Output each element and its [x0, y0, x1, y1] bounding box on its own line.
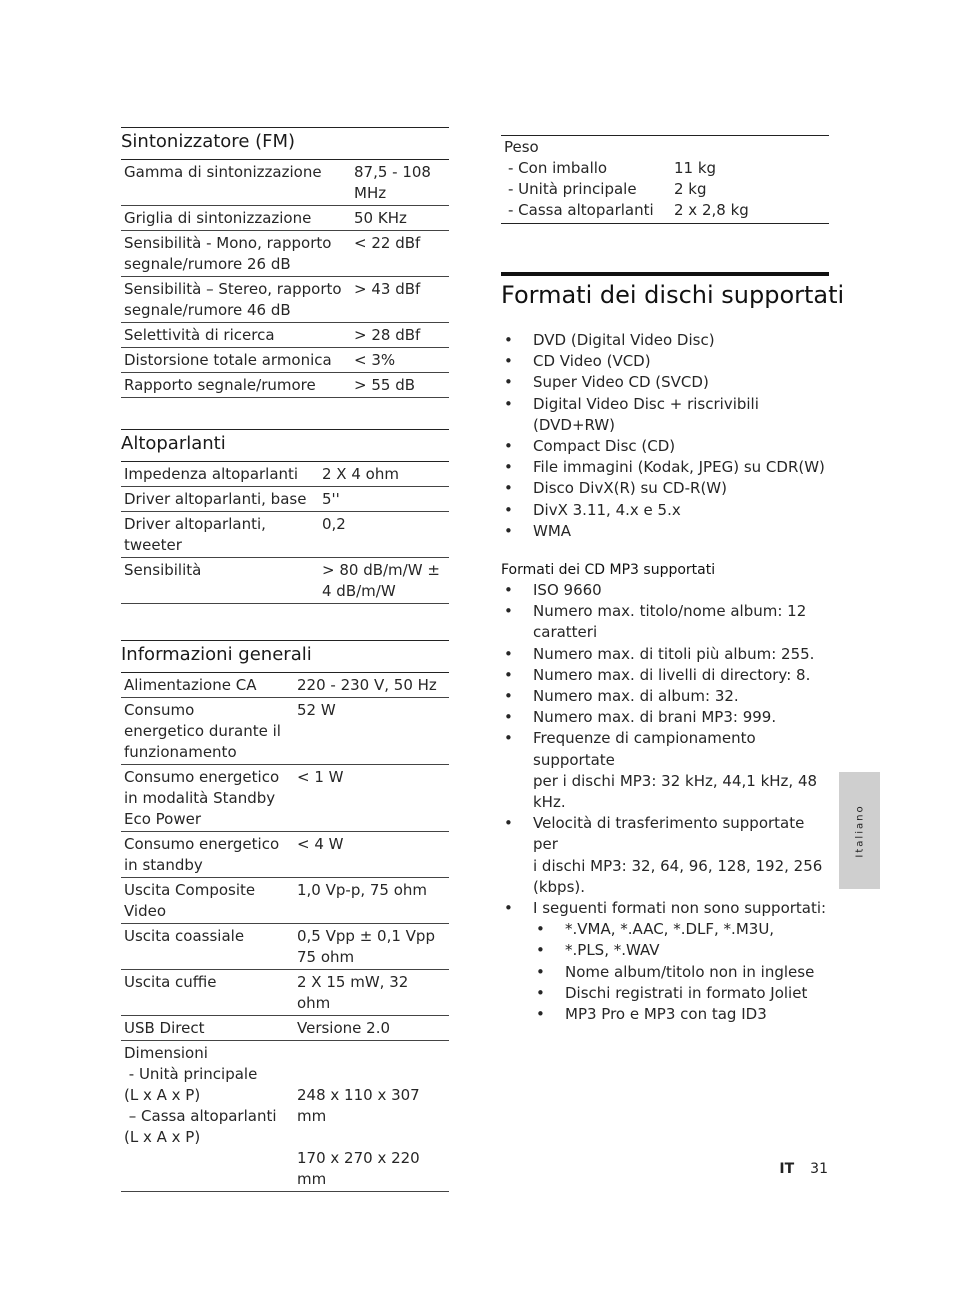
bullet-icon: •	[504, 437, 513, 456]
spec-label	[121, 206, 351, 231]
spec-row	[121, 558, 449, 604]
spec-row	[121, 512, 449, 558]
spec-label-line: Dimensioni	[124, 1044, 208, 1062]
weight-title: Peso	[504, 138, 539, 156]
spec-row	[121, 462, 449, 487]
spec-label-line: in standby	[124, 856, 203, 874]
spec-value-line: 4 dB/m/W	[322, 582, 396, 600]
spec-value	[351, 231, 449, 277]
weight-label: - Con imballo	[508, 159, 608, 177]
spec-label	[121, 832, 294, 878]
spec-value-line: 0,5 Vpp ± 0,1 Vpp	[297, 927, 435, 945]
list-item	[501, 665, 831, 686]
list-item	[501, 707, 831, 728]
list-item-text: caratteri	[533, 623, 598, 642]
general-section	[121, 640, 449, 1192]
spec-label	[121, 698, 294, 765]
list-item	[501, 436, 831, 457]
spec-label-line: Uscita Composite	[124, 881, 256, 899]
spec-value	[351, 323, 449, 348]
list-item	[501, 394, 831, 436]
weight-label: - Unità principale	[508, 180, 637, 198]
spec-label	[121, 231, 351, 277]
spec-value	[351, 277, 449, 323]
list-item	[501, 372, 831, 393]
bullet-icon: •	[504, 581, 513, 599]
spec-label-line: Uscita coassiale	[124, 927, 245, 945]
spec-row	[121, 487, 449, 512]
tuner-section	[121, 127, 449, 398]
spec-label-line: Eco Power	[124, 810, 202, 828]
spec-row	[121, 348, 449, 373]
spec-value-line: MHz	[354, 184, 387, 202]
speakers-section	[121, 429, 449, 604]
bullet-icon: •	[536, 962, 545, 981]
spec-label-line: Impedenza altoparlanti	[124, 465, 299, 483]
spec-label	[121, 512, 319, 558]
side-tab-label: Italiano	[854, 803, 865, 858]
speakers-title: Altoparlanti	[121, 429, 449, 462]
weight-value: 2 kg	[674, 180, 707, 198]
list-item-text: ISO 9660	[533, 581, 602, 599]
bullet-icon: •	[504, 352, 513, 371]
list-item	[533, 919, 831, 940]
spec-value-line: < 22 dBf	[354, 234, 421, 252]
weight-row	[504, 200, 826, 221]
bullet-icon: •	[536, 941, 545, 960]
spec-value	[294, 673, 449, 698]
spec-label	[121, 970, 294, 1016]
mp3-formats-heading: Formati dei CD MP3 supportati	[501, 562, 716, 578]
list-item-text: Digital Video Disc + riscrivibili	[533, 394, 759, 413]
spec-label-line: Sensibilità – Stereo, rapporto	[124, 280, 342, 298]
spec-row	[121, 765, 449, 832]
spec-value-line	[297, 1043, 446, 1064]
spec-label-line: Video	[124, 902, 167, 920]
list-item-text: *.PLS, *.WAV	[565, 941, 660, 960]
list-item	[501, 457, 831, 478]
bullet-icon: •	[504, 899, 513, 918]
list-item	[501, 330, 831, 351]
bullet-icon: •	[536, 983, 545, 1002]
bullet-icon: •	[504, 708, 513, 727]
list-item-text: Numero max. di brani MP3: 999.	[533, 708, 777, 727]
spec-value	[294, 924, 449, 970]
spec-label	[121, 765, 294, 832]
spec-value	[294, 1041, 449, 1192]
list-item-text: Numero max. di titoli più album: 255.	[533, 644, 815, 663]
spec-label-line: energetico durante il	[124, 722, 281, 740]
tuner-spec-table	[121, 160, 449, 398]
spec-label-line: Alimentazione CA	[124, 676, 257, 694]
list-item	[501, 686, 831, 707]
list-item	[501, 580, 831, 601]
list-item-text: Compact Disc (CD)	[533, 437, 676, 456]
spec-value	[319, 558, 449, 604]
list-item-text: i dischi MP3: 32, 64, 96, 128, 192, 256	[533, 856, 823, 875]
list-item	[533, 1004, 831, 1025]
list-item	[501, 601, 831, 643]
bullet-icon: •	[504, 665, 513, 684]
weight-spec-box	[501, 135, 829, 224]
spec-label	[121, 373, 351, 398]
disc-formats-list	[501, 330, 831, 542]
list-item-text: Super Video CD (SVCD)	[533, 373, 709, 392]
list-item	[501, 813, 831, 898]
spec-label	[121, 323, 351, 348]
spec-label-line: (L x A x P)	[124, 1128, 201, 1146]
bullet-icon: •	[504, 458, 513, 477]
list-item-text: per i dischi MP3: 32 kHz, 44,1 kHz, 48	[533, 771, 818, 790]
spec-label	[121, 462, 319, 487]
spec-label	[121, 1041, 294, 1192]
spec-value-line	[297, 1064, 446, 1085]
list-item	[501, 644, 831, 665]
language-side-tab	[839, 772, 880, 889]
spec-label	[121, 1016, 294, 1041]
spec-label-line: Driver altoparlanti, base	[124, 490, 307, 508]
spec-row	[121, 373, 449, 398]
list-item-text: Velocità di trasferimento supportate per	[533, 814, 805, 854]
spec-value-line: 220 - 230 V, 50 Hz	[297, 676, 437, 694]
spec-label-line: Distorsione totale armonica	[124, 351, 332, 369]
spec-label-line: in modalità Standby	[124, 789, 276, 807]
spec-value-line: < 4 W	[297, 835, 344, 853]
spec-row	[121, 1041, 449, 1192]
spec-value-line: 2 X 4 ohm	[322, 465, 399, 483]
list-item	[533, 983, 831, 1004]
spec-label-line: Rapporto segnale/rumore	[124, 376, 316, 394]
spec-label-line: Consumo energetico	[124, 835, 280, 853]
footer-language: IT	[779, 1161, 795, 1177]
spec-value-line: < 3%	[354, 351, 396, 369]
spec-row	[121, 160, 449, 206]
formats-heading: Formati dei dischi supportati	[501, 281, 845, 309]
spec-value	[294, 1016, 449, 1041]
spec-value-line: 50 KHz	[354, 209, 407, 227]
list-item	[501, 351, 831, 372]
spec-value-line: > 80 dB/m/W ±	[322, 561, 440, 579]
spec-row	[121, 924, 449, 970]
spec-label-line: segnale/rumore 26 dB	[124, 255, 291, 273]
spec-label-line: – Cassa altoparlanti	[124, 1107, 277, 1125]
list-item	[533, 940, 831, 961]
spec-row	[121, 277, 449, 323]
bullet-icon: •	[504, 500, 513, 519]
spec-label	[121, 348, 351, 373]
spec-value-line: > 43 dBf	[354, 280, 421, 298]
spec-value	[351, 373, 449, 398]
general-spec-table	[121, 673, 449, 1192]
page-number: 31	[810, 1161, 828, 1177]
spec-value-line: < 1 W	[297, 768, 344, 786]
list-item-text: Dischi registrati in formato Joliet	[565, 983, 808, 1002]
list-item-text: I seguenti formati non sono supportati:	[533, 899, 827, 918]
spec-value	[294, 878, 449, 924]
list-item-text: (DVD+RW)	[533, 415, 616, 434]
bullet-icon: •	[504, 394, 513, 413]
list-item-text: Disco DivX(R) su CD-R(W)	[533, 479, 727, 498]
list-item	[501, 478, 831, 499]
weight-value: 2 x 2,8 kg	[674, 201, 749, 219]
unsupported-formats-list	[533, 919, 831, 1025]
bullet-icon: •	[504, 729, 513, 748]
spec-label	[121, 878, 294, 924]
list-item-text: WMA	[533, 521, 572, 540]
bullet-icon: •	[536, 920, 545, 939]
bullet-icon: •	[504, 479, 513, 498]
spec-value	[319, 487, 449, 512]
spec-row	[121, 323, 449, 348]
weight-row	[504, 179, 826, 200]
heading-rule	[501, 272, 829, 276]
spec-row	[121, 698, 449, 765]
spec-value	[351, 206, 449, 231]
list-item	[501, 500, 831, 521]
spec-label-line: Selettività di ricerca	[124, 326, 275, 344]
spec-row	[121, 1016, 449, 1041]
spec-value-line: > 55 dB	[354, 376, 416, 394]
spec-value-line: > 28 dBf	[354, 326, 421, 344]
spec-value-line: 0,2	[322, 515, 346, 533]
mp3-formats-list	[501, 580, 831, 1025]
spec-value	[351, 348, 449, 373]
spec-value-line: 5''	[322, 490, 340, 508]
speakers-spec-table	[121, 462, 449, 604]
spec-value-line: 248 x 110 x 307 mm	[297, 1086, 420, 1125]
list-item-text: kHz.	[533, 793, 566, 812]
spec-label-line: Driver altoparlanti,	[124, 515, 266, 533]
spec-label-line: Consumo	[124, 701, 195, 719]
list-item-text: CD Video (VCD)	[533, 352, 651, 371]
spec-value-line: Versione 2.0	[297, 1019, 391, 1037]
spec-value	[294, 970, 449, 1016]
bullet-icon: •	[504, 687, 513, 706]
spec-value-line: 75 ohm	[297, 948, 355, 966]
spec-row	[121, 970, 449, 1016]
spec-value-line: 170 x 270 x 220 mm	[297, 1149, 420, 1188]
spec-row	[121, 206, 449, 231]
spec-value	[294, 765, 449, 832]
spec-value	[319, 462, 449, 487]
list-item	[533, 962, 831, 983]
list-item-text: DVD (Digital Video Disc)	[533, 331, 715, 349]
list-item	[501, 728, 831, 813]
spec-label	[121, 924, 294, 970]
list-item-text: Nome album/titolo non in inglese	[565, 962, 815, 981]
tuner-title: Sintonizzatore (FM)	[121, 127, 449, 160]
list-item-text: Numero max. di livelli di directory: 8.	[533, 665, 811, 684]
general-title: Informazioni generali	[121, 640, 449, 673]
list-item	[501, 521, 831, 542]
bullet-icon: •	[504, 814, 513, 833]
spec-label-line: - Unità principale	[124, 1065, 258, 1083]
list-item-text: File immagini (Kodak, JPEG) su CDR(W)	[533, 458, 825, 477]
spec-label-line: funzionamento	[124, 743, 237, 761]
bullet-icon: •	[504, 602, 513, 621]
spec-label-line: Griglia di sintonizzazione	[124, 209, 312, 227]
weight-row	[504, 158, 826, 179]
spec-row	[121, 673, 449, 698]
weight-label: - Cassa altoparlanti	[508, 201, 654, 219]
spec-label-line: (L x A x P)	[124, 1086, 201, 1104]
list-item-text: Frequenze di campionamento supportate	[533, 729, 756, 769]
bullet-icon: •	[504, 644, 513, 663]
spec-value	[351, 160, 449, 206]
list-item-text: Numero max. di album: 32.	[533, 687, 739, 706]
spec-label	[121, 160, 351, 206]
list-item-text: MP3 Pro e MP3 con tag ID3	[565, 1005, 767, 1024]
spec-label	[121, 487, 319, 512]
bullet-icon: •	[504, 373, 513, 392]
spec-value-line: 87,5 - 108	[354, 163, 431, 181]
spec-value	[294, 698, 449, 765]
spec-value-line	[297, 1127, 446, 1148]
spec-row	[121, 832, 449, 878]
spec-value-line: 1,0 Vp-p, 75 ohm	[297, 881, 428, 899]
spec-label-line: Consumo energetico	[124, 768, 280, 786]
page-footer	[779, 1159, 828, 1179]
spec-value	[319, 512, 449, 558]
spec-label-line: Gamma di sintonizzazione	[124, 163, 322, 181]
spec-label-line: Uscita cuffie	[124, 973, 217, 991]
list-item-text: (kbps).	[533, 877, 586, 896]
list-item-text: *.VMA, *.AAC, *.DLF, *.M3U,	[565, 920, 775, 939]
list-item	[501, 898, 831, 1025]
spec-value	[294, 832, 449, 878]
spec-label-line: segnale/rumore 46 dB	[124, 301, 291, 319]
spec-label	[121, 673, 294, 698]
spec-label-line: Sensibilità	[124, 561, 202, 579]
list-item-text: Numero max. titolo/nome album: 12	[533, 602, 807, 621]
spec-label-line: USB Direct	[124, 1019, 205, 1037]
spec-value-line: 2 X 15 mW, 32 ohm	[297, 973, 409, 1012]
bullet-icon: •	[536, 1005, 545, 1024]
spec-row	[121, 878, 449, 924]
spec-label-line: tweeter	[124, 536, 182, 554]
spec-value-line: 52 W	[297, 701, 336, 719]
spec-label	[121, 277, 351, 323]
weight-value: 11 kg	[674, 159, 717, 177]
spec-label	[121, 558, 319, 604]
list-item-text: DivX 3.11, 4.x e 5.x	[533, 500, 681, 519]
spec-row	[121, 231, 449, 277]
bullet-icon: •	[504, 521, 513, 540]
spec-label-line: Sensibilità - Mono, rapporto	[124, 234, 332, 252]
bullet-icon: •	[504, 331, 513, 349]
